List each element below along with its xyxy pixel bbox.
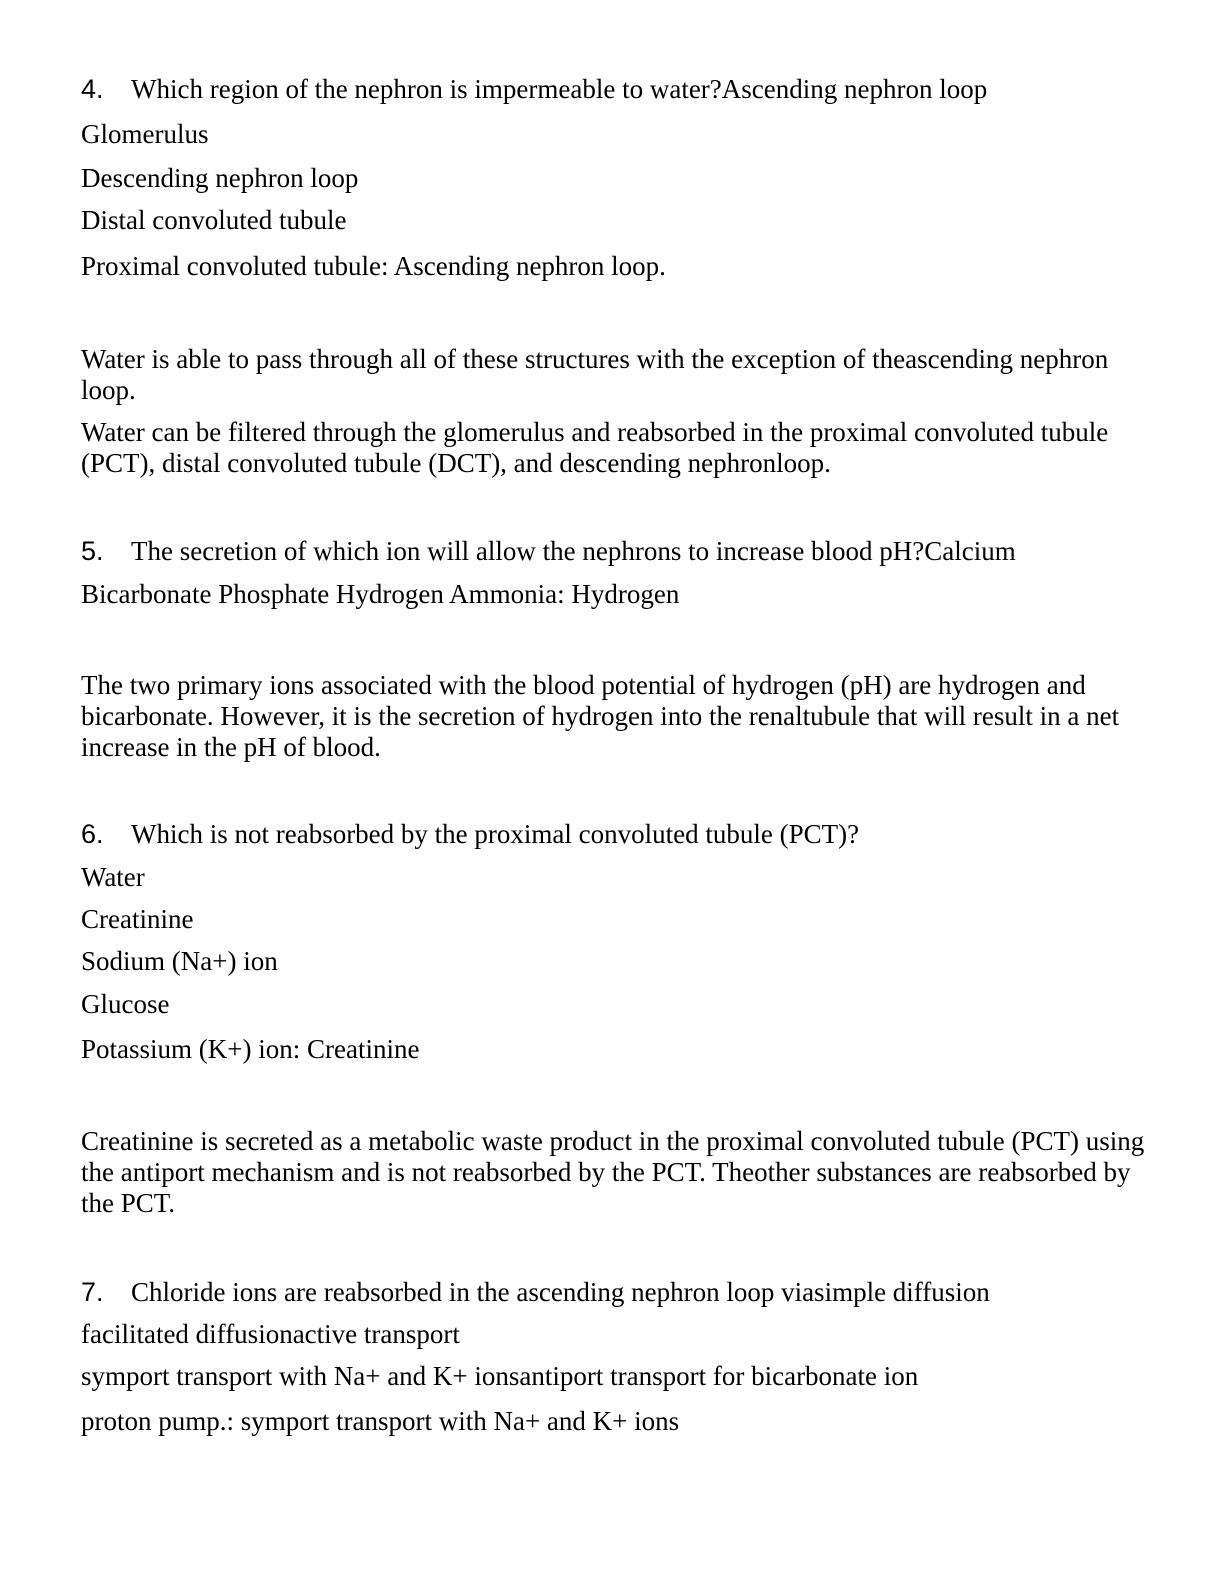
question-number: 5. bbox=[81, 536, 104, 566]
explanation-paragraph: Water can be filtered through the glomerulus and reabsorbed in the proximal convoluted tubule (PCT), distal convoluted tubule (DCT), and descending nephronloop. bbox=[81, 417, 1109, 478]
question-6-answer: Potassium (K+) ion: Creatinine bbox=[81, 1034, 420, 1064]
question-7-answer: proton pump.: symport transport with Na+ and K+ ions bbox=[81, 1406, 680, 1436]
question-6-explanation bbox=[81, 1126, 1151, 1219]
question-5-heading bbox=[81, 536, 1016, 567]
explanation-paragraph: The two primary ions associated with the blood potential of hydrogen (pH) are hydrogen and bicarbonate. However, it is the secretion of hydrogen into the renaltubule that will result in a net increase in the pH of blood. bbox=[81, 670, 1120, 762]
question-6-heading bbox=[81, 819, 859, 850]
explanation-paragraph: Water is able to pass through all of these structures with the exception of theascending nephron loop. bbox=[81, 344, 1109, 405]
question-4-option: Distal convoluted tubule bbox=[81, 205, 347, 235]
question-prompt: The secretion of which ion will allow the nephrons to increase blood pH?Calcium bbox=[131, 536, 1016, 566]
question-6-option: Glucose bbox=[81, 989, 170, 1019]
question-4-explanation bbox=[81, 344, 1151, 406]
question-4-option: Glomerulus bbox=[81, 119, 209, 149]
question-number: 7. bbox=[81, 1277, 104, 1307]
question-7-option: facilitated diffusionactive transport bbox=[81, 1319, 460, 1349]
question-4-explanation bbox=[81, 417, 1151, 479]
explanation-paragraph: Creatinine is secreted as a metabolic waste product in the proximal convoluted tubule (PCT) using the antiport mechanism and is not reabsorbed by the PCT. Theother substances are reabsorbed by the PCT. bbox=[81, 1126, 1145, 1218]
question-prompt: Which is not reabsorbed by the proximal convoluted tubule (PCT)? bbox=[131, 819, 860, 849]
question-4-option: Descending nephron loop bbox=[81, 163, 359, 193]
question-7-heading bbox=[81, 1277, 990, 1308]
question-6-option: Creatinine bbox=[81, 904, 194, 934]
question-prompt: Which region of the nephron is impermeable to water?Ascending nephron loop bbox=[131, 74, 988, 104]
question-6-option: Water bbox=[81, 862, 145, 892]
question-number: 6. bbox=[81, 819, 104, 849]
question-prompt: Chloride ions are reabsorbed in the ascending nephron loop viasimple diffusion bbox=[131, 1277, 990, 1307]
question-5-explanation bbox=[81, 670, 1151, 763]
question-4-heading bbox=[81, 74, 987, 105]
question-7-option: symport transport with Na+ and K+ ionsantiport transport for bicarbonate ion bbox=[81, 1361, 919, 1391]
question-5-answer: Bicarbonate Phosphate Hydrogen Ammonia: Hydrogen bbox=[81, 579, 680, 609]
question-6-option: Sodium (Na+) ion bbox=[81, 946, 278, 976]
question-number: 4. bbox=[81, 74, 104, 104]
question-4-answer: Proximal convoluted tubule: Ascending nephron loop. bbox=[81, 251, 666, 281]
